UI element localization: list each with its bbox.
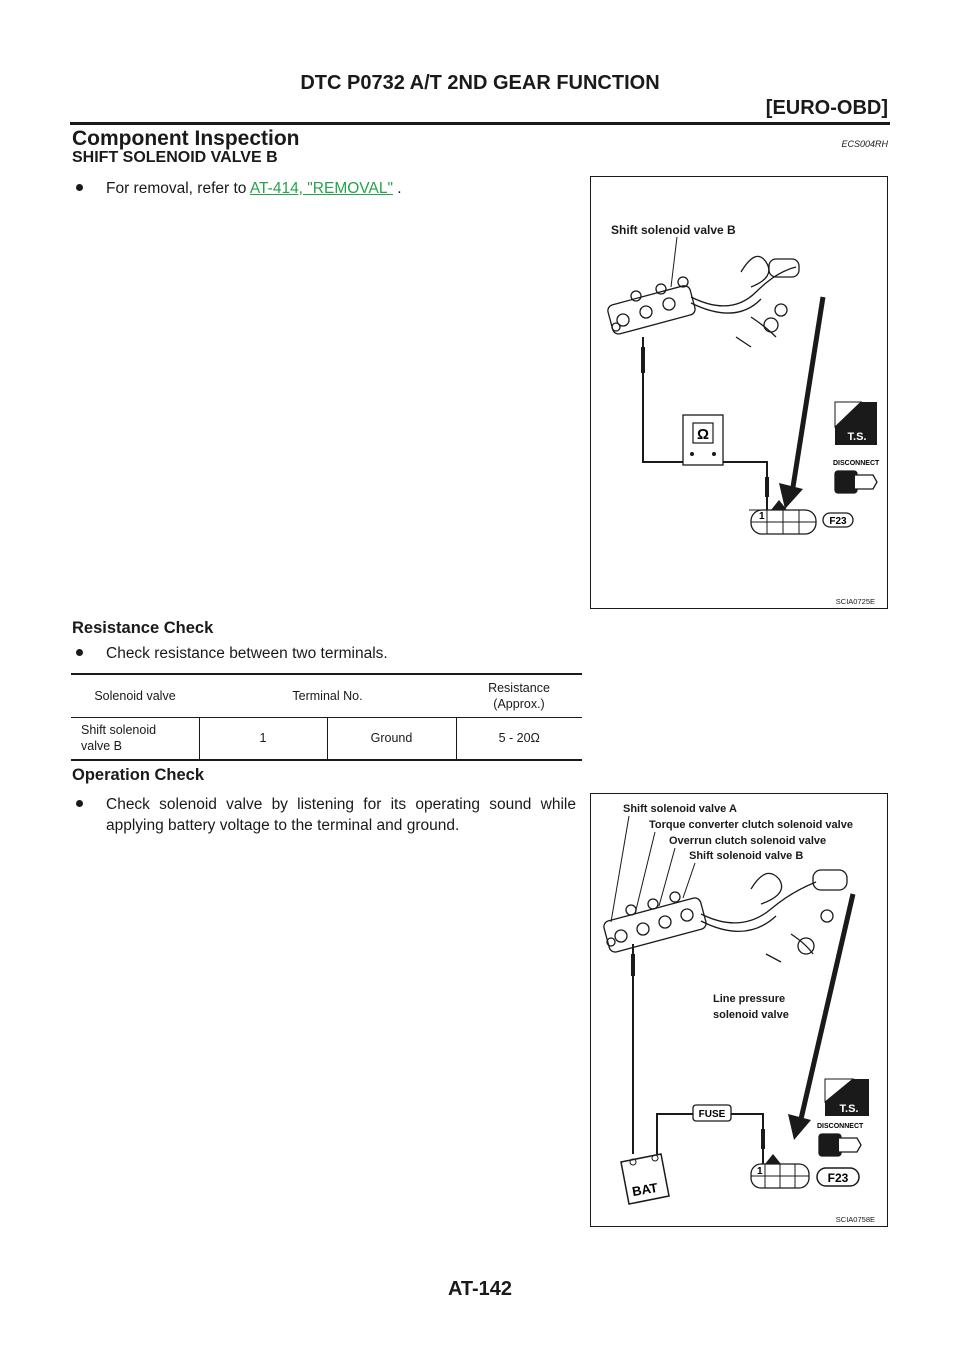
figure2-wire-right <box>657 1114 763 1166</box>
page-number: AT-142 <box>447 1278 513 1300</box>
bullet-dot <box>76 800 83 807</box>
figure1-terminal-label: 1 <box>759 511 765 522</box>
cell-terminal-ground: Ground <box>327 717 456 760</box>
bullet-dot <box>76 184 83 191</box>
ts-label: T.S. <box>847 431 867 443</box>
figure2-label-line-pressure-1: Line pressure <box>713 993 786 1005</box>
header-terminal-no: Terminal No. <box>292 688 363 703</box>
figure1-leader-line <box>671 237 677 287</box>
figure2-disconnect-label: DISCONNECT <box>817 1123 864 1130</box>
figure1-lead-left <box>643 337 683 462</box>
resistance-bullet <box>76 643 576 664</box>
figure2-label-tcc-solenoid: Torque converter clutch solenoid valve <box>649 819 853 831</box>
cell-resistance-value: 5 - 20Ω <box>498 731 540 746</box>
figure2-fuse-icon <box>693 1105 731 1121</box>
figure2-connector <box>751 1154 859 1188</box>
figure1-connector <box>749 500 853 534</box>
operation-bullet <box>76 794 576 836</box>
figure1-connector-label: F23 <box>829 516 847 527</box>
figure1-disconnect-connector-icon <box>835 471 877 493</box>
resistance-check-title: Resistance Check <box>72 619 214 637</box>
figure2-code: SCIA0758E <box>835 1215 875 1224</box>
figure2-battery-label: BAT <box>630 1179 659 1200</box>
figure1-solenoid-body <box>607 256 799 347</box>
figure2-probe-left <box>631 954 635 976</box>
figure1-label-shift-solenoid-b: Shift solenoid valve B <box>611 223 736 237</box>
figure2-ts-label: T.S. <box>839 1103 859 1115</box>
figure1-code: SCIA0725E <box>835 597 875 606</box>
figure2-terminal-label: 1 <box>757 1166 763 1177</box>
bullet-dot <box>76 649 83 656</box>
subsection-title: SHIFT SOLENOID VALVE B <box>72 149 278 166</box>
figure2-label-shift-solenoid-b: Shift solenoid valve B <box>689 850 804 862</box>
figure1-disconnect-label: DISCONNECT <box>833 460 880 467</box>
page-header-section: [EURO-OBD] <box>765 97 888 119</box>
figure1-pointer-arrow-shaft <box>793 297 823 487</box>
figure2-disconnect-connector-icon <box>819 1134 861 1156</box>
figure1-ts-badge <box>835 402 877 445</box>
cell-solenoid-valve <box>71 717 199 760</box>
figure2-battery-icon <box>621 1154 669 1204</box>
figure1-ohmmeter <box>683 415 723 465</box>
table-header-row <box>71 674 582 717</box>
ohm-symbol-icon: Ω <box>696 426 710 443</box>
header-resistance-line2: (Approx.) <box>493 696 545 711</box>
figure2-label-shift-solenoid-a: Shift solenoid valve A <box>623 803 737 815</box>
figure2-ts-badge <box>825 1079 869 1116</box>
resistance-table <box>71 673 582 761</box>
figure2-fuse-label: FUSE <box>698 1109 726 1120</box>
cell-solenoid-line2: valve B <box>81 739 122 754</box>
cell-solenoid-line1: Shift solenoid <box>81 723 157 738</box>
figure-shift-solenoid-b <box>590 176 888 609</box>
header-rule <box>70 122 890 125</box>
figure2-label-overrun-solenoid: Overrun clutch solenoid valve <box>669 835 827 847</box>
removal-bullet-suffix: . <box>392 180 402 197</box>
figure2-connector-label: F23 <box>827 1171 849 1185</box>
figure1-probe-left <box>641 347 645 373</box>
header-resistance <box>456 674 582 717</box>
removal-bullet <box>76 178 576 199</box>
figure2-label-line-pressure-2: solenoid valve <box>713 1009 789 1021</box>
cell-terminal-1: 1 <box>199 717 327 760</box>
figure2-leader-lines <box>611 816 695 922</box>
section-title: Component Inspection <box>72 127 300 150</box>
operation-bullet-text: Check solenoid valve by listening for its operating sound while applying battery voltage to the terminal and ground. <box>106 796 576 834</box>
resistance-bullet-text: Check resistance between two terminals. <box>106 645 388 662</box>
figure2-probe-right <box>761 1129 765 1149</box>
header-solenoid-valve: Solenoid valve <box>94 688 176 703</box>
table-row <box>71 717 582 760</box>
removal-bullet-text: For removal, refer to <box>106 180 250 197</box>
section-code: ECS004RH <box>841 139 888 149</box>
figure1-probe-right <box>765 477 769 497</box>
figure2-pointer-arrow-icon <box>788 1114 811 1140</box>
figure2-solenoid-assembly <box>603 870 847 962</box>
removal-reference-link[interactable]: AT-414, "REMOVAL" <box>249 180 393 197</box>
figure-operation-check <box>590 793 888 1227</box>
figure2-illustration <box>591 794 887 1226</box>
header-resistance-line1: Resistance <box>488 680 550 695</box>
operation-check-title: Operation Check <box>72 766 205 784</box>
page-header-title: DTC P0732 A/T 2ND GEAR FUNCTION <box>300 72 660 94</box>
figure1-illustration <box>591 177 887 608</box>
